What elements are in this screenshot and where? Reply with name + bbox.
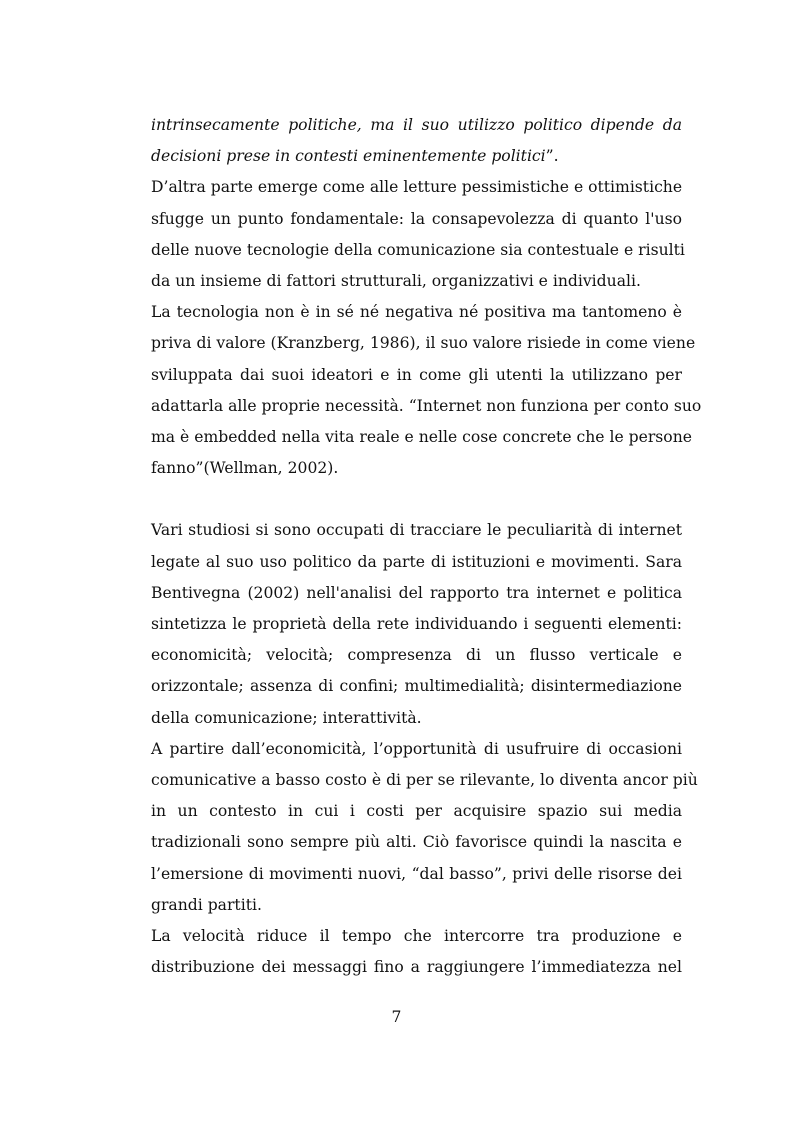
body-text: A partire dall’economicità, l’opportunità di usufruire di occasioni — [151, 739, 682, 758]
text-line — [151, 921, 682, 952]
text-line — [151, 640, 682, 671]
text-line — [151, 796, 682, 827]
text-line — [151, 609, 682, 640]
body-text: tradizionali sono sempre più alti. Ciò favorisce quindi la nascita e — [151, 833, 682, 852]
body-text: ”. — [545, 147, 559, 166]
body-text: La tecnologia non è in sé né negativa né positiva ma tantomeno è — [151, 303, 682, 322]
text-line — [151, 734, 682, 765]
body-text: sviluppata dai suoi ideatori e in come gli utenti la utilizzano per — [151, 365, 682, 384]
body-text: La velocità riduce il tempo che intercorre tra produzione e — [151, 926, 682, 945]
body-text: distribuzione dei messaggi fino a raggiungere l’immediatezza nel — [151, 958, 682, 977]
body-text: sintetizza le proprietà della rete individuando i seguenti elementi: — [151, 615, 682, 633]
body-text: delle nuove tecnologie della comunicazione sia contestuale e risulti — [151, 240, 685, 259]
body-text: priva di valore (Kranzberg, 1986), il suo valore risiede in come viene — [151, 334, 696, 353]
text-line — [151, 890, 682, 921]
body-text: sfugge un punto fondamentale: la consapevolezza di quanto l'uso — [151, 209, 682, 228]
body-text: comunicative a basso costo è di per se rilevante, lo diventa ancor più — [151, 770, 698, 789]
body-text: Vari studiosi si sono occupati di tracciare le peculiarità di internet — [151, 521, 682, 540]
text-line — [151, 328, 696, 359]
body-text: orizzontale; assenza di confini; multimedialità; disintermediazione — [151, 677, 682, 696]
body-text: della comunicazione; interattività. — [151, 708, 422, 727]
body-text: ma è embedded nella vita reale e nelle cose concrete che le persone — [151, 427, 692, 446]
text-line — [151, 703, 682, 734]
body-text: Bentivegna (2002) nell'analisi del rapporto tra internet e politica — [151, 583, 682, 602]
italic-quote-text: intrinsecamente politiche, ma il suo utilizzo politico dipende da — [151, 116, 682, 134]
text-line — [151, 266, 682, 297]
text-line — [151, 859, 682, 890]
body-text: D’altra parte emerge come alle letture pessimistiche e ottimistiche — [151, 178, 683, 197]
text-line — [151, 453, 682, 484]
text-line — [151, 671, 682, 702]
body-text: da un insieme di fattori strutturali, organizzativi e individuali. — [151, 271, 641, 290]
body-text: economicità; velocità; compresenza di un flusso verticale e — [151, 646, 682, 665]
text-line — [151, 360, 682, 391]
body-text: adattarla alle proprie necessità. “Internet non funziona per conto suo — [151, 396, 702, 415]
text-line — [151, 578, 682, 609]
text-line — [151, 952, 682, 983]
page-number: 7 — [391, 1008, 402, 1026]
text-line — [151, 827, 682, 858]
text-line — [151, 141, 682, 172]
body-text: fanno”(Wellman, 2002). — [151, 459, 339, 478]
text-line — [151, 765, 698, 796]
paragraph-spacer — [151, 484, 682, 515]
body-text: in un contesto in cui i costi per acquisire spazio sui media — [151, 802, 682, 821]
text-line — [151, 515, 682, 546]
text-line — [151, 547, 682, 578]
body-text: legate al suo uso politico da parte di istituzioni e movimenti. Sara — [151, 552, 682, 571]
text-line — [151, 110, 682, 141]
text-line — [151, 297, 682, 328]
text-line — [151, 422, 692, 453]
text-line — [151, 204, 682, 235]
italic-quote-text: decisioni prese in contesti eminentemente politici — [151, 147, 546, 166]
text-line — [151, 235, 685, 266]
page-body — [151, 110, 702, 983]
body-text: grandi partiti. — [151, 895, 262, 914]
text-line — [151, 172, 682, 203]
text-line — [151, 391, 702, 422]
body-text: l’emersione di movimenti nuovi, “dal basso”, privi delle risorse dei — [151, 864, 682, 883]
